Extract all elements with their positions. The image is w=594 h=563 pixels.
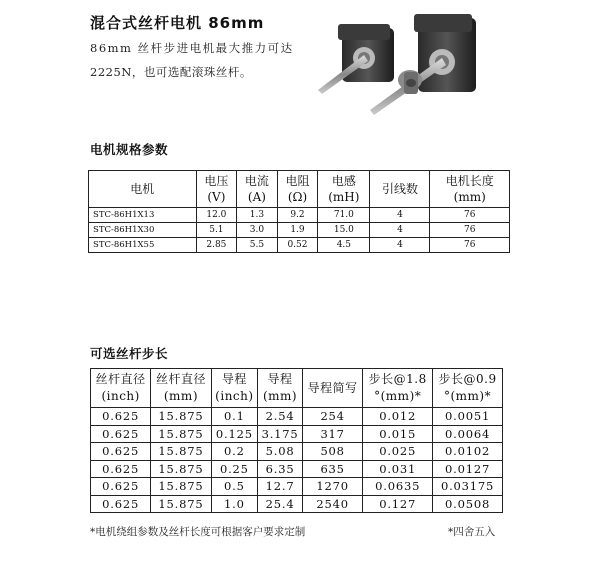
table-cell: 0.625 [91, 495, 151, 513]
table-cell: 0.025 [363, 443, 433, 461]
table-cell: 1.3 [237, 208, 278, 223]
table-cell: 15.875 [151, 460, 211, 478]
table-cell: 0.0051 [433, 408, 503, 426]
table-row [91, 408, 503, 426]
table-cell: 0.625 [91, 408, 151, 426]
table-cell: 4 [370, 238, 430, 253]
column-header: 步长@1.8 °(mm)* [363, 369, 433, 408]
table-cell: 71.0 [318, 208, 370, 223]
table-cell: 4 [370, 223, 430, 238]
table-cell: STC-86H1X55 [89, 238, 197, 253]
table-cell: 15.875 [151, 408, 211, 426]
table-cell: 5.1 [196, 223, 237, 238]
table-cell: 15.875 [151, 495, 211, 513]
table-row [89, 238, 510, 253]
table-cell: 12.0 [196, 208, 237, 223]
lead-screw-motor-photo [308, 10, 488, 120]
table-cell: 0.5 [211, 478, 258, 496]
table-cell: 4 [370, 208, 430, 223]
motor-spec-table [88, 170, 510, 253]
table-cell: 0.031 [363, 460, 433, 478]
table-cell: 76 [430, 208, 510, 223]
table-cell: 0.0064 [433, 425, 503, 443]
table-cell: 0.25 [211, 460, 258, 478]
table-cell: 5.08 [258, 443, 303, 461]
table-cell: 15.875 [151, 443, 211, 461]
table-cell: 0.625 [91, 425, 151, 443]
table-cell: 3.175 [258, 425, 303, 443]
table-cell: 0.0127 [433, 460, 503, 478]
table-cell: 15.875 [151, 425, 211, 443]
table-cell: 0.127 [363, 495, 433, 513]
column-header: 步长@0.9 °(mm)* [433, 369, 503, 408]
table-cell: 2540 [302, 495, 362, 513]
spec-section-heading: 电机规格参数 [90, 142, 169, 157]
table-cell: 317 [302, 425, 362, 443]
table-cell: 6.35 [258, 460, 303, 478]
column-header: 丝杆直径 (inch) [91, 369, 151, 408]
table-cell: 1.9 [277, 223, 318, 238]
page-title: 混合式丝杆电机 86mm [90, 14, 265, 32]
column-header: 电压 (V) [196, 171, 237, 208]
table-cell: 0.0102 [433, 443, 503, 461]
table-cell: 3.0 [237, 223, 278, 238]
table-cell: 254 [302, 408, 362, 426]
table-cell: 0.0635 [363, 478, 433, 496]
table-cell: 2.85 [196, 238, 237, 253]
footnote-customization: *电机绕组参数及丝杆长度可根据客户要求定制 [90, 526, 306, 538]
table-cell: 12.7 [258, 478, 303, 496]
table-row [89, 208, 510, 223]
column-header: 导程 (mm) [258, 369, 303, 408]
pitch-section-heading: 可选丝杆步长 [90, 346, 169, 361]
table-cell: STC-86H1X30 [89, 223, 197, 238]
table-cell: 76 [430, 238, 510, 253]
table-cell: 0.03175 [433, 478, 503, 496]
table-row [91, 443, 503, 461]
intro-text-line-2: 2225N，也可选配滚珠丝杆。 [90, 65, 252, 79]
table-cell: 0.0508 [433, 495, 503, 513]
table-cell: 0.625 [91, 443, 151, 461]
table-cell: 4.5 [318, 238, 370, 253]
table-cell: 76 [430, 223, 510, 238]
column-header: 电阻 (Ω) [277, 171, 318, 208]
table-row [91, 425, 503, 443]
column-header: 丝杆直径 (mm) [151, 369, 211, 408]
table-row [91, 478, 503, 496]
table-cell: 1.0 [211, 495, 258, 513]
table-cell: 0.2 [211, 443, 258, 461]
table-cell: 0.125 [211, 425, 258, 443]
column-header: 电感 (mH) [318, 171, 370, 208]
table-row [91, 495, 503, 513]
table-cell: 0.012 [363, 408, 433, 426]
table-cell: 0.625 [91, 460, 151, 478]
table-row [91, 460, 503, 478]
table-cell: 635 [302, 460, 362, 478]
table-row [89, 223, 510, 238]
column-header: 电流 (A) [237, 171, 278, 208]
table-cell: 0.625 [91, 478, 151, 496]
column-header: 引线数 [370, 171, 430, 208]
table-cell: 15.0 [318, 223, 370, 238]
table-cell: 2.54 [258, 408, 303, 426]
table-cell: 25.4 [258, 495, 303, 513]
column-header: 导程 (inch) [211, 369, 258, 408]
table-cell: 508 [302, 443, 362, 461]
intro-text-line-1: 86mm 丝杆步进电机最大推力可达 [90, 41, 294, 55]
table-cell: 1270 [302, 478, 362, 496]
column-header: 电机 [89, 171, 197, 208]
table-cell: STC-86H1X13 [89, 208, 197, 223]
table-cell: 9.2 [277, 208, 318, 223]
table-cell: 15.875 [151, 478, 211, 496]
screw-pitch-table [90, 368, 503, 513]
table-cell: 5.5 [237, 238, 278, 253]
footnote-rounding: *四舍五入 [448, 526, 496, 538]
table-cell: 0.52 [277, 238, 318, 253]
table-cell: 0.1 [211, 408, 258, 426]
column-header: 电机长度 (mm) [430, 171, 510, 208]
column-header: 导程简写 [302, 369, 362, 408]
table-cell: 0.015 [363, 425, 433, 443]
